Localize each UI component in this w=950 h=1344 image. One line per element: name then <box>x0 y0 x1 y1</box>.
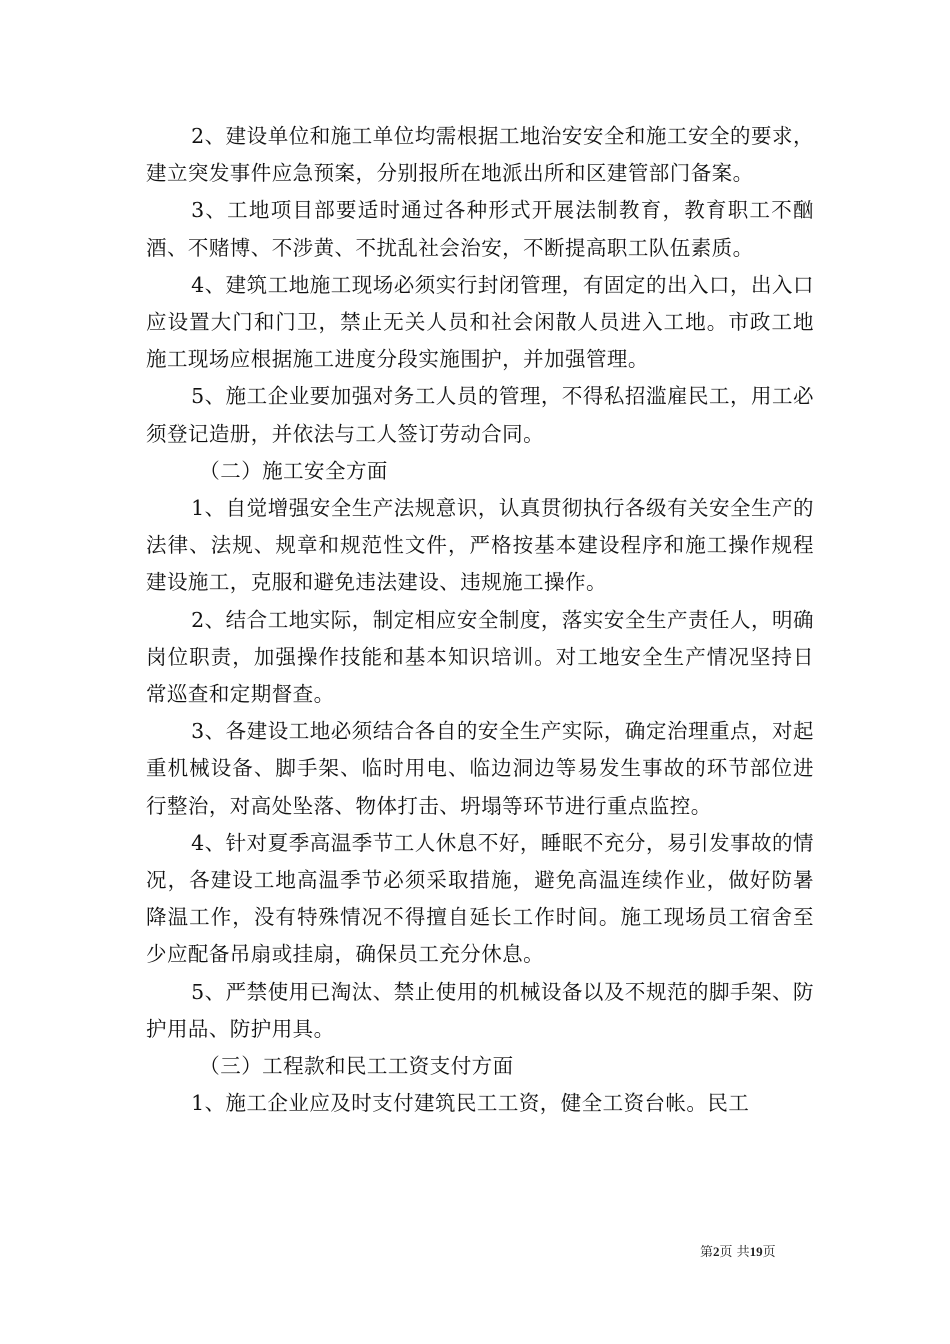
paragraph-safety-4: 4、针对夏季高温季节工人休息不好，睡眠不充分，易引发事故的情况，各建设工地高温季节必须采取措施，避免高温连续作业，做好防暑降温工作，没有特殊情况不得擅自延长工作时间。施工现场员工宿舍至少应配备吊扇或挂扇，确保员工充分休息。 <box>146 830 814 967</box>
paragraph-wage-1: 1、施工企业应及时支付建筑民工工资，健全工资台帐。民工 <box>191 1091 750 1116</box>
footer-middle: 页 共 <box>719 1245 750 1260</box>
section-heading-construction-safety: （二）施工安全方面 <box>199 458 388 483</box>
paragraph-public-security-2: 2、建设单位和施工单位均需根据工地治安安全和施工安全的要求，建立突发事件应急预案，分别报所在地派出所和区建管部门备案。 <box>146 124 814 186</box>
paragraph-public-security-4: 4、建筑工地施工现场必须实行封闭管理，有固定的出入口，出入口应设置大门和门卫，禁止无关人员和社会闲散人员进入工地。市政工地施工现场应根据施工进度分段实施围护，并加强管理。 <box>146 272 814 372</box>
document-body <box>146 118 814 1122</box>
footer-suffix: 页 <box>762 1245 776 1260</box>
footer-total-pages: 19 <box>749 1244 763 1259</box>
paragraph-safety-2: 2、结合工地实际，制定相应安全制度，落实安全生产责任人，明确岗位职责，加强操作技能和基本知识培训。对工地安全生产情况坚持日常巡查和定期督查。 <box>146 607 814 707</box>
paragraph-safety-5: 5、严禁使用已淘汰、禁止使用的机械设备以及不规范的脚手架、防护用品、防护用具。 <box>146 979 814 1041</box>
page-number-footer <box>700 1244 776 1261</box>
paragraph-public-security-3: 3、工地项目部要适时通过各种形式开展法制教育，教育职工不酗酒、不赌博、不涉黄、不扰乱社会治安，不断提高职工队伍素质。 <box>146 198 814 260</box>
paragraph-safety-3: 3、各建设工地必须结合各自的安全生产实际，确定治理重点，对起重机械设备、脚手架、临时用电、临边洞边等易发生事故的环节部位进行整治，对高处坠落、物体打击、坍塌等环节进行重点监控。 <box>146 719 814 818</box>
footer-prefix: 第 <box>700 1245 714 1260</box>
paragraph-public-security-5: 5、施工企业要加强对务工人员的管理，不得私招滥雇民工，用工必须登记造册，并依法与工人签订劳动合同。 <box>146 384 814 446</box>
paragraph-safety-1: 1、自觉增强安全生产法规意识，认真贯彻执行各级有关安全生产的法律、法规、规章和规范性文件，严格按基本建设程序和施工操作规程建设施工，克服和避免违法建设、违规施工操作。 <box>146 496 814 595</box>
footer-current-page: 2 <box>713 1244 720 1259</box>
section-heading-wage-payment: （三）工程款和民工工资支付方面 <box>199 1054 514 1079</box>
